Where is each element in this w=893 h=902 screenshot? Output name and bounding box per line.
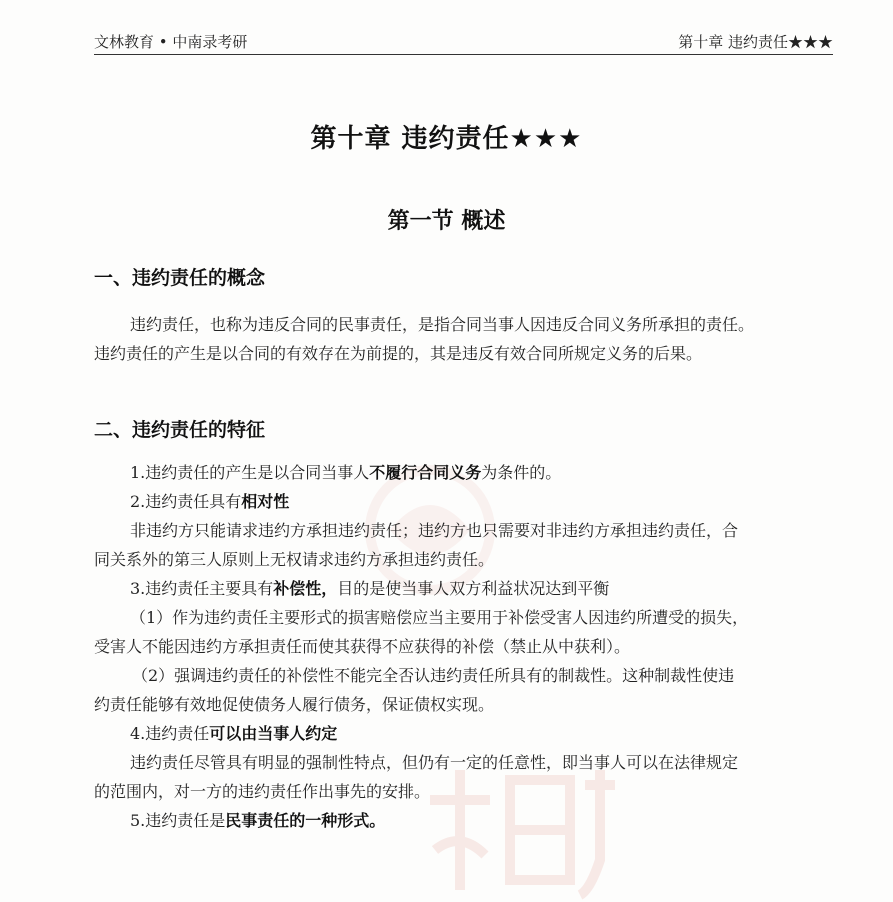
feature-4-body-line-1: 违约责任尽管具有明显的强制性特点，但仍有一定的任意性，即当事人可以在法律规定 bbox=[130, 753, 739, 772]
heading-features: 二、违约责任的特征 bbox=[94, 419, 266, 441]
feature-1-text: 1.违约责任的产生是以合同当事人 bbox=[130, 463, 370, 482]
feature-4-text: 4.违约责任 bbox=[130, 724, 210, 743]
feature-item-2 bbox=[94, 487, 834, 516]
feature-2-body-line-2: 同关系外的第三人原则上无权请求违约方承担违约责任。 bbox=[94, 550, 495, 569]
feature-3-bold: 补偿性， bbox=[273, 579, 338, 598]
concept-line-1: 违约责任，也称为违反合同的民事责任，是指合同当事人因违反合同义务所承担的责任。 bbox=[130, 315, 755, 334]
feature-4-body-line-2: 的范围内，对一方的违约责任作出事先的安排。 bbox=[94, 782, 431, 801]
page-header bbox=[94, 26, 833, 55]
feature-3-tail: 目的是使当事人双方利益状况达到平衡 bbox=[337, 579, 610, 598]
feature-item-3 bbox=[94, 574, 834, 603]
feature-2-text: 2.违约责任具有 bbox=[130, 492, 242, 511]
feature-item-5 bbox=[94, 806, 834, 835]
feature-3-sub2-line-2: 约责任能够有效地促使债务人履行债务，保证债权实现。 bbox=[94, 695, 495, 714]
feature-3-sub1-line-1: （1）作为违约责任主要形式的损害赔偿应当主要用于补偿受害人因违约所遭受的损失， bbox=[130, 608, 749, 627]
feature-1-tail: 为条件的。 bbox=[481, 463, 562, 482]
header-right-text: 第十章 违约责任★★★ bbox=[678, 33, 833, 51]
feature-5-bold: 民事责任的一种形式。 bbox=[225, 811, 386, 830]
feature-5-text: 5.违约责任是 bbox=[130, 811, 226, 830]
chapter-title: 第十章 违约责任★★★ bbox=[310, 124, 583, 154]
section-title: 第一节 概述 bbox=[387, 209, 506, 234]
feature-item-4 bbox=[94, 719, 834, 748]
feature-3-sub1-line-2: 受害人不能因违约方承担责任而使其获得不应获得的补偿（禁止从中获利）。 bbox=[94, 637, 631, 656]
feature-3-text: 3.违约责任主要具有 bbox=[130, 579, 274, 598]
features-body bbox=[94, 458, 834, 835]
feature-2-bold: 相对性 bbox=[241, 492, 290, 511]
feature-1-bold: 不履行合同义务 bbox=[369, 463, 482, 482]
feature-4-bold: 可以由当事人约定 bbox=[209, 724, 338, 743]
feature-2-body-line-1: 非违约方只能请求违约方承担违约责任；违约方也只需要对非违约方承担违约责任，合 bbox=[130, 521, 739, 540]
concept-paragraph bbox=[94, 310, 834, 368]
header-left-text: 文林教育 • 中南录考研 bbox=[94, 33, 248, 51]
concept-line-2: 违约责任的产生是以合同的有效存在为前提的，其是违反有效合同所规定义务的后果。 bbox=[94, 344, 703, 363]
feature-item-1 bbox=[94, 458, 834, 487]
heading-concept: 一、违约责任的概念 bbox=[94, 267, 266, 289]
feature-3-sub2-line-1: （2）强调违约责任的补偿性不能完全否认违约责任所具有的制裁性。这种制裁性使违 bbox=[132, 666, 735, 685]
